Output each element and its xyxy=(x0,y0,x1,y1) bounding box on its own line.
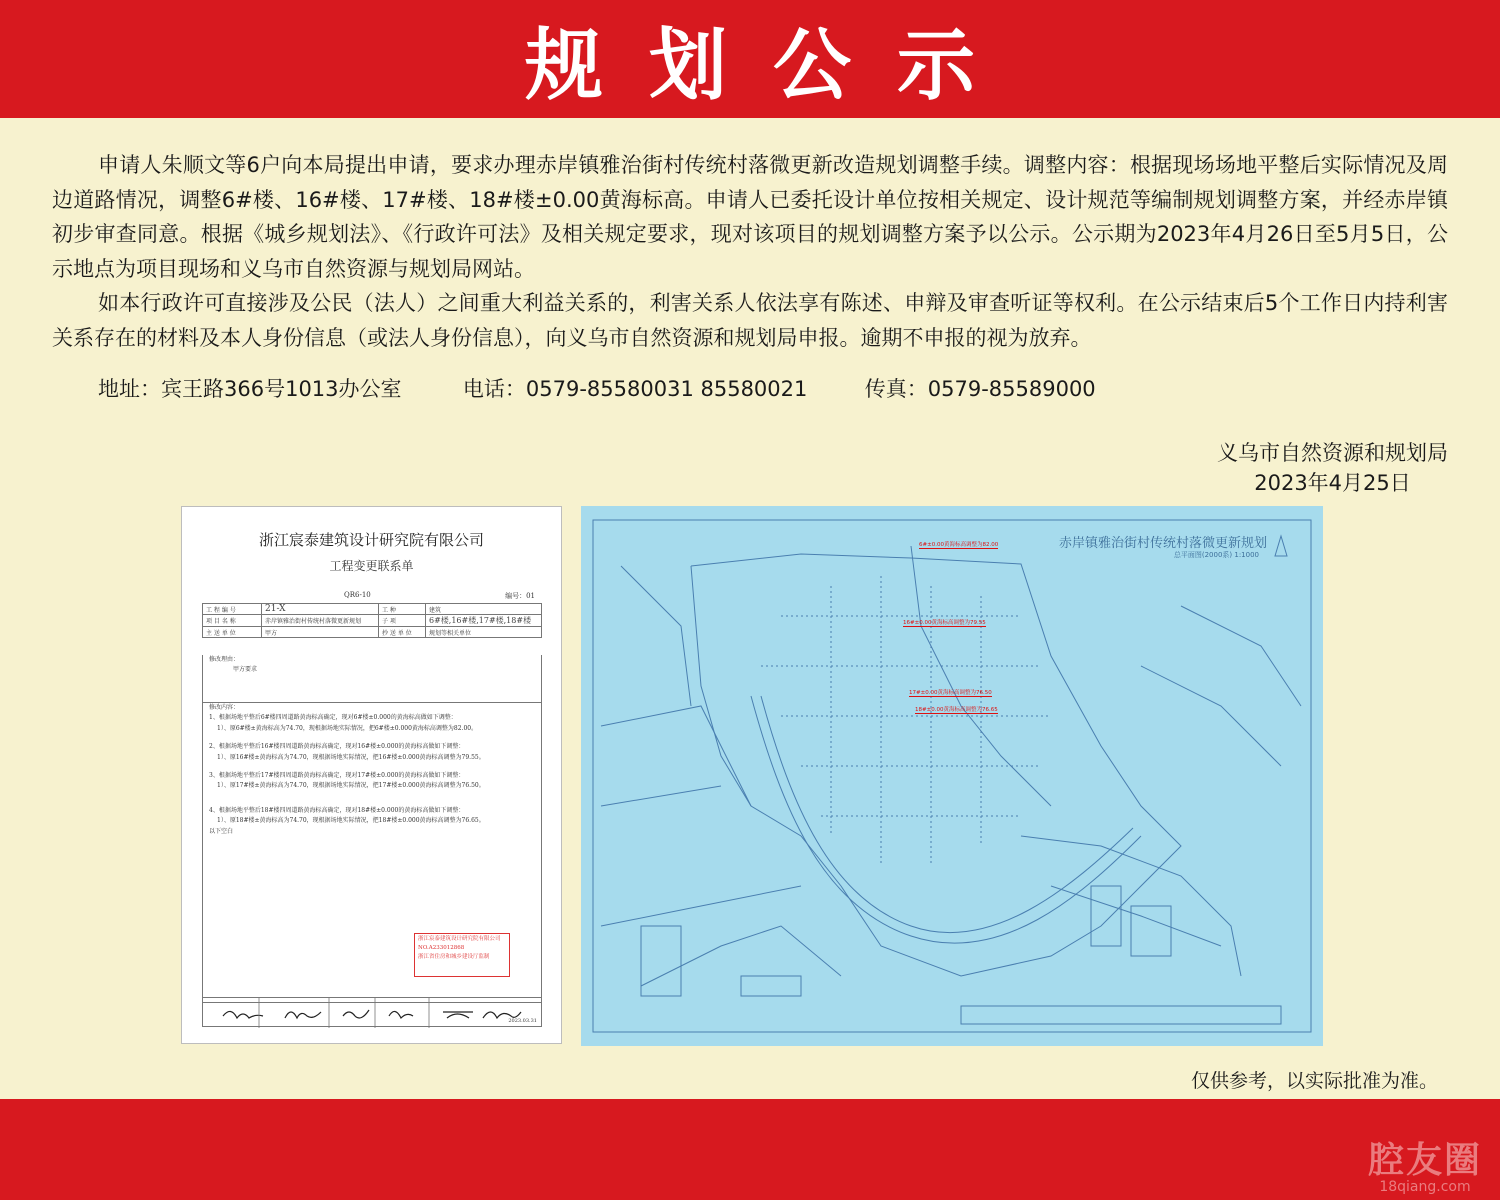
map-annotation: 17#±0.00黄海标高调整为76.50 xyxy=(909,690,992,696)
content-item: 1）、原6#楼±黄海标高为74.70，现根据场地实际情况，把6#楼±0.000黄海标高调整为82.00。 xyxy=(217,724,478,732)
form-serial: 编号：01 xyxy=(505,592,535,600)
table-cell: 建筑 xyxy=(426,604,542,615)
form-title: 工程变更联系单 xyxy=(329,559,414,573)
banner-title: 规划公示 xyxy=(524,21,1021,111)
top-banner xyxy=(0,0,1500,118)
table-cell: 项 目 名 称 xyxy=(203,615,262,627)
map-subtitle: 总平面图(2000系) 1:1000 xyxy=(1173,551,1259,559)
contact-line xyxy=(98,373,1096,403)
master-plan-map xyxy=(581,506,1323,1046)
watermark xyxy=(1368,1132,1482,1195)
watermark-site: 18qiang.com xyxy=(1379,1179,1471,1195)
notice-paragraph-1: 申请人朱顺文等6户向本局提出申请，要求办理赤岸镇雅治街村传统村落微更新改造规划调整手续。调整内容：根据现场场地平整后实际情况及周边道路情况，调整6#楼、16#楼、17#楼、18#楼±0.00黄海标高。申请人已委托设计单位按相关规定、设计规范等编制规划调整方案，并经赤岸镇初步审查同意。根据《城乡规划法》、《行政许可法》及相关规定要求，现对该项目的规划调整方案予以公示。公示期为2023年4月26日至5月5日，公示地点为项目现场和义乌市自然资源与规划局网站。 xyxy=(52,153,1448,281)
table-cell: 规划等相关单位 xyxy=(426,627,542,638)
content-item: 1、根据场地平整后6#楼四周道路黄海标高确定，现对6#楼±0.000的黄海标高做如下调整： xyxy=(209,714,457,722)
form-info-table xyxy=(202,603,542,638)
stamp-line: NO.A233012868 xyxy=(418,945,465,951)
map-drawing xyxy=(581,506,1323,1046)
fax-text: 传真：0579-85589000 xyxy=(864,377,1096,401)
sign-date: 2023.03.31 xyxy=(508,1018,537,1024)
handwritten-signatures xyxy=(203,998,543,1028)
table-row xyxy=(203,627,542,638)
content-item: 1）、原18#楼±黄海标高为74.70，现根据场地实际情况，把18#楼±0.000黄海标高调整为76.65。 xyxy=(217,817,485,825)
table-cell: 赤岸镇雅治街村传统村落微更新规划 xyxy=(262,615,379,627)
phone-text: 电话：0579-85580031 85580021 xyxy=(462,377,808,401)
map-annotation: 16#±0.00黄海标高调整为79.55 xyxy=(903,620,986,626)
content-item: 1）、原17#楼±黄海标高为74.70，现根据场地实际情况，把17#楼±0.000黄海标高调整为76.50。 xyxy=(217,782,485,790)
signature-row xyxy=(202,997,542,1027)
disclaimer-note: 仅供参考，以实际批准为准。 xyxy=(1190,1070,1438,1092)
stamp-line: 浙江宸泰建筑设计研究院有限公司 xyxy=(418,936,501,942)
table-cell: 子 项 xyxy=(379,615,426,627)
company-stamp xyxy=(414,933,510,977)
table-cell: 抄 送 单 位 xyxy=(379,627,426,638)
reason-text: 甲方要求 xyxy=(233,666,258,674)
address-text: 地址：宾王路366号1013办公室 xyxy=(98,377,402,401)
form-reason xyxy=(202,655,542,703)
change-form-document xyxy=(181,506,562,1044)
form-code: QR6-10 xyxy=(344,591,371,599)
table-cell: 主 送 单 位 xyxy=(203,627,262,638)
bottom-banner xyxy=(0,1099,1500,1200)
content-label: 修改内容： xyxy=(209,704,240,711)
notice-body xyxy=(52,148,1448,355)
table-cell: 甲方 xyxy=(262,627,379,638)
content-item: 4、根据场地平整后18#楼四周道路黄海标高确定，现对18#楼±0.000的黄海标高做如下调整： xyxy=(209,806,465,814)
table-cell: 工 种 xyxy=(379,604,426,615)
map-annotation: 18#±0.00黄海标高调整为76.65 xyxy=(915,707,998,713)
form-company: 浙江宸泰建筑设计研究院有限公司 xyxy=(258,531,484,549)
map-title: 赤岸镇雅治街村传统村落微更新规划 xyxy=(1058,536,1267,551)
content-item: 3、根据场地平整后17#楼四周道路黄海标高确定，现对17#楼±0.000的黄海标高做如下调整： xyxy=(209,772,465,780)
signature-block xyxy=(1217,438,1448,498)
content-item: 以下空白 xyxy=(209,827,234,835)
signature-org: 义乌市自然资源和规划局 xyxy=(1217,441,1448,465)
table-cell: 工 程 编 号 xyxy=(203,604,262,615)
signature-date: 2023年4月25日 xyxy=(1254,471,1411,495)
content-item: 2、根据场地平整后16#楼四周道路黄海标高确定，现对16#楼±0.000的黄海标高做如下调整： xyxy=(209,743,465,751)
watermark-name: 腔友圈 xyxy=(1367,1140,1482,1181)
table-cell: 6#楼,16#楼,17#楼,18#楼 xyxy=(426,615,542,627)
table-cell: 21-X xyxy=(262,604,379,615)
content-item: 1）、原16#楼±黄海标高为74.70，现根据场地实际情况，把16#楼±0.000黄海标高调整为79.55。 xyxy=(217,753,485,761)
stamp-line: 浙江省住房和城乡建设厅监制 xyxy=(418,954,490,960)
table-row xyxy=(203,604,542,615)
map-annotation: 6#±0.00黄海标高调整为82.00 xyxy=(919,542,999,548)
table-row xyxy=(203,615,542,627)
reason-label: 修改理由： xyxy=(209,656,240,663)
notice-paragraph-2: 如本行政许可直接涉及公民（法人）之间重大利益关系的，利害关系人依法享有陈述、申辩及审查听证等权利。在公示结束后5个工作日内持利害关系存在的材料及本人身份信息（或法人身份信息），向义乌市自然资源和规划局申报。逾期不申报的视为放弃。 xyxy=(52,291,1448,350)
